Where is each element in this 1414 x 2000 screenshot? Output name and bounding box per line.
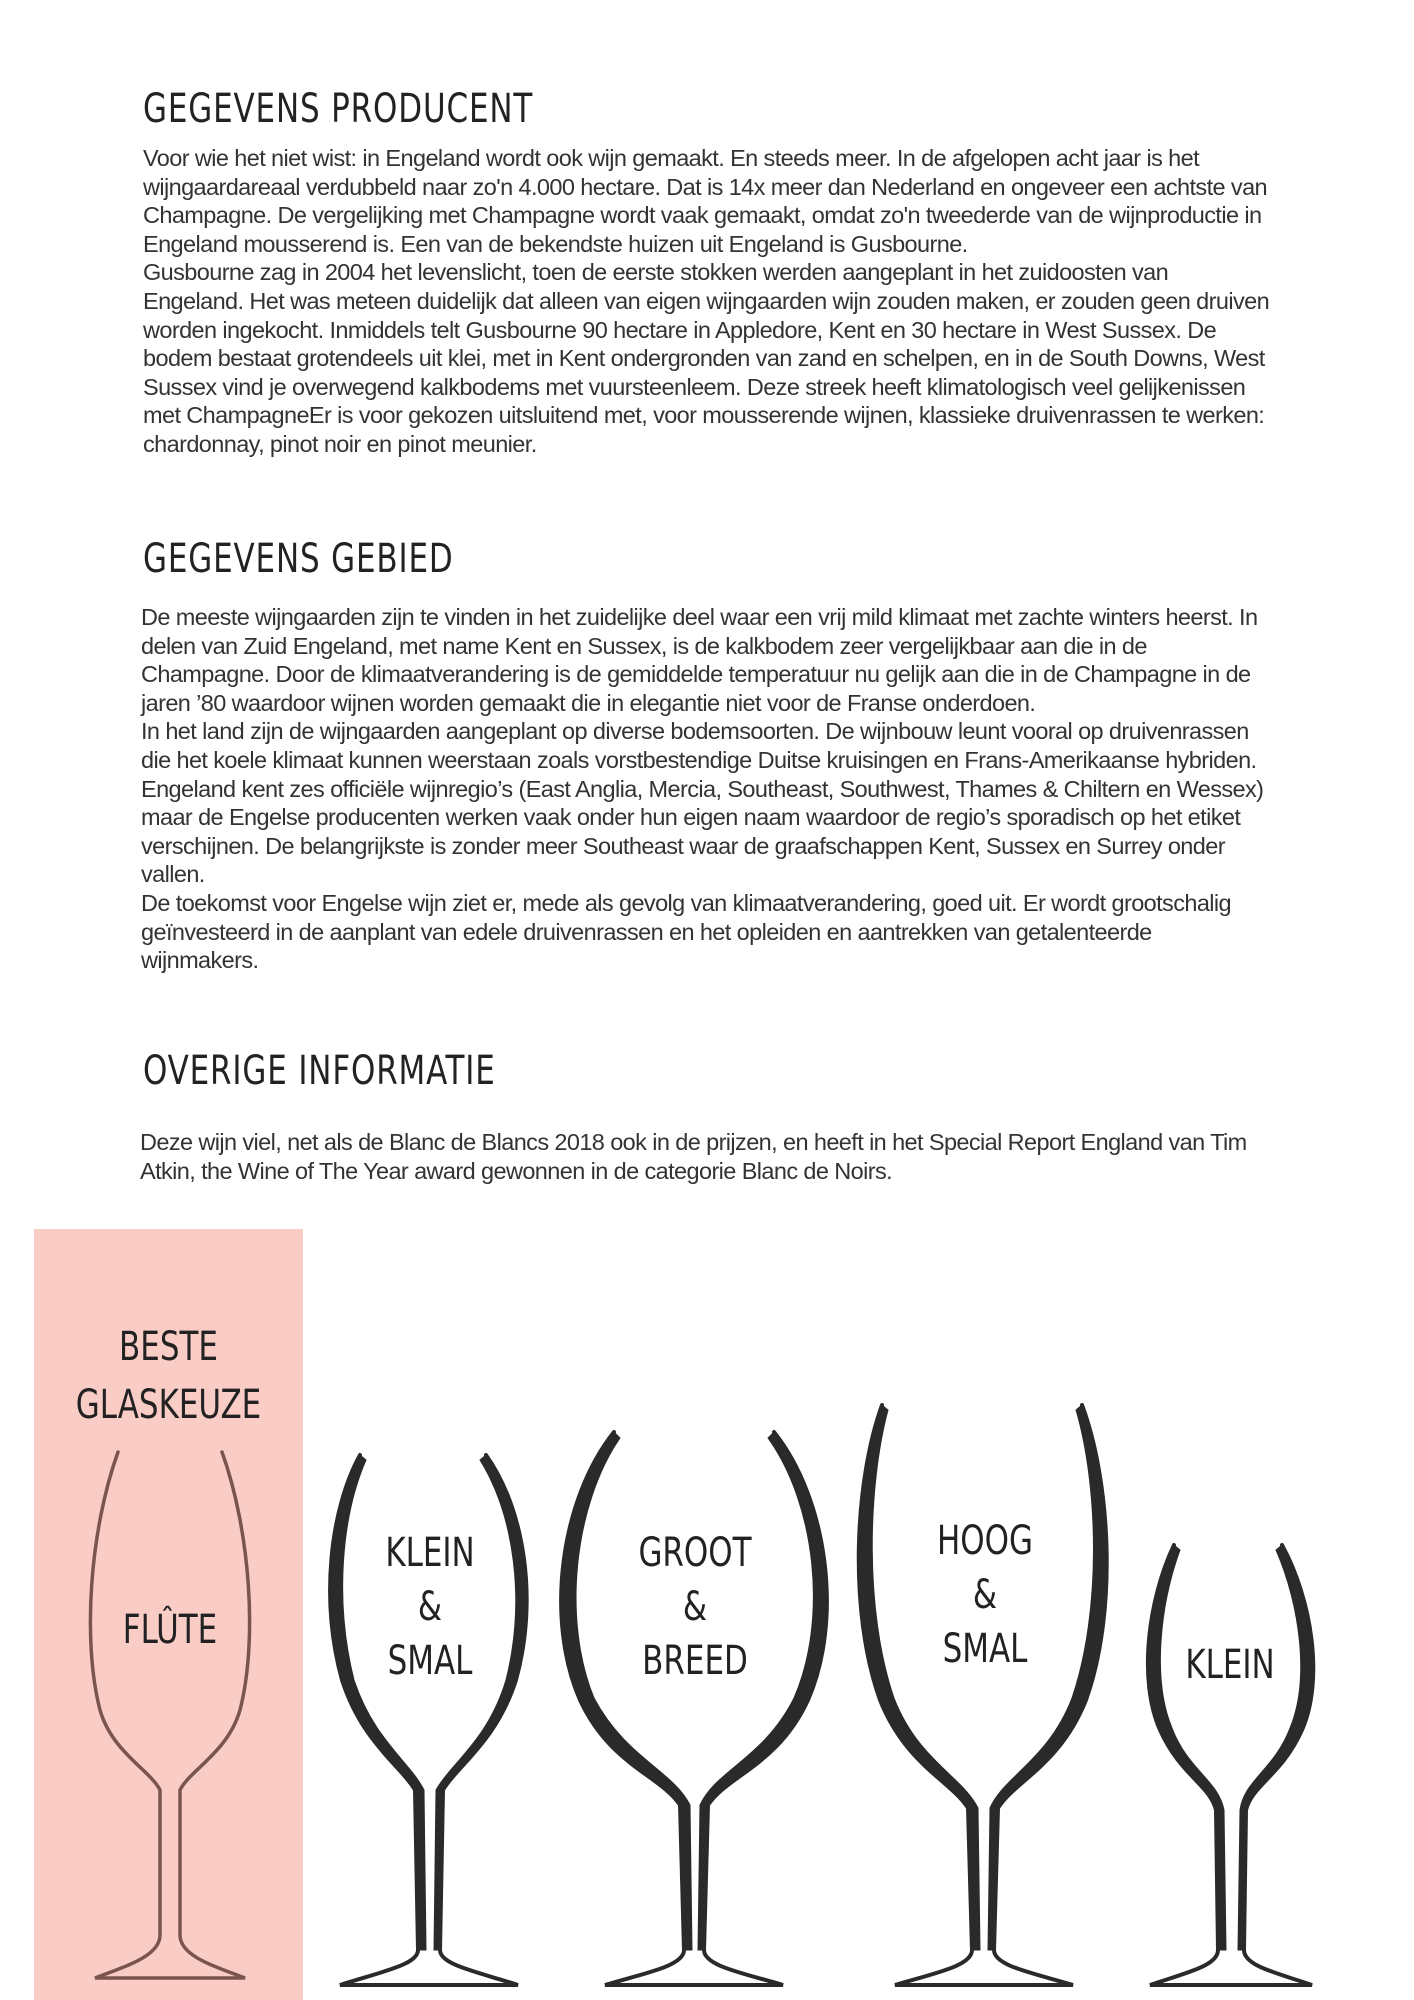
region-heading: GEGEVENS GEBIED bbox=[143, 536, 454, 582]
glass-label-small-narrow: KLEIN & SMAL bbox=[385, 1530, 475, 1684]
producer-heading: GEGEVENS PRODUCENT bbox=[143, 86, 534, 132]
small-glass-icon bbox=[1148, 1545, 1313, 1985]
tall-narrow-glass-icon bbox=[859, 1405, 1107, 1985]
glass-label-large-wide: GROOT & BREED bbox=[638, 1530, 752, 1684]
flute-glass-icon bbox=[90, 1452, 249, 1978]
large-wide-glass-icon bbox=[561, 1432, 827, 1985]
glass-label-small: KLEIN bbox=[1185, 1642, 1275, 1688]
other-info-paragraph: Deze wijn viel, net als de Blanc de Blancs 2018 ook in de prijzen, en heeft in het Special Report England van Tim Atkin, the Wine of The Year award gewonnen in de categorie Blanc de Noirs. bbox=[140, 1129, 1247, 1184]
region-paragraph-3: De toekomst voor Engelse wijn ziet er, mede als gevolg van klimaatverandering, goed uit. Er wordt grootschalig geïnvesteerd in de aanplant van edele druivenrassen en het opleiden en aantrekken van getalenteerde wijnmakers. bbox=[141, 889, 1232, 974]
producer-paragraph-2: Gusbourne zag in 2004 het levenslicht, toen de eerste stokken werden aangeplant in het zuidoosten van Engeland. Het was meteen duidelijk dat alleen van eigen wijngaarden wijn zouden maken, er zouden geen druiven worden ingekocht. Inmiddels telt Gusbourne 90 hectare in Appledore, Kent en 30 hectare in West Sussex. De bodem bestaat grotendeels uit klei, met in Kent ondergronden van zand en schelpen, en in de South Downs, West Sussex vind je overwegend kalkbodems met vuursteenleem. Deze streek heeft klimatologisch veel gelijkenissen met ChampagneEr is voor gekozen uitsluitend met, voor mousserende wijnen, klassieke druivenrassen te werken: chardonnay, pinot noir en pinot meunier. bbox=[143, 259, 1270, 457]
glass-label-tall-narrow: HOOG & SMAL bbox=[937, 1518, 1033, 1672]
best-glass-choice-label: BESTE GLASKEUZE bbox=[75, 1324, 262, 1428]
glass-label-flute: FLÛTE bbox=[122, 1607, 218, 1653]
region-paragraph-1: De meeste wijngaarden zijn te vinden in het zuidelijke deel waar een vrij mild klimaat met zachte winters heerst. In delen van Zuid Engeland, met name Kent en Sussex, is de kalkbodem zeer vergelijkbaar aan die in de Champagne. Door de klimaatverandering is de gemiddelde temperatuur nu gelijk aan die in de Champagne in de jaren ’80 waardoor wijnen worden gemaakt die in elegantie niet voor de Franse onderdoen. bbox=[141, 604, 1258, 716]
region-paragraph-2: In het land zijn de wijngaarden aangeplant op diverse bodemsoorten. De wijnbouw leunt vooral op druivenrassen die het koele klimaat kunnen weerstaan zoals vorstbestendige Duitse kruisingen en Frans-Amerikaanse hybriden. Engeland kent zes officiële wijnregio’s (East Anglia, Mercia, Southeast, Southwest, Thames & Chiltern en Wessex) maar de Engelse producenten werken vaak onder hun eigen naam waardoor de regio’s sporadisch op het etiket verschijnen. De belangrijkste is zonder meer Southeast waar de graafschappen Kent, Sussex en Surrey onder vallen. bbox=[141, 718, 1264, 888]
other-info-heading: OVERIGE INFORMATIE bbox=[143, 1048, 496, 1094]
producer-paragraph-1: Voor wie het niet wist: in Engeland wordt ook wijn gemaakt. En steeds meer. In de afgelopen acht jaar is het wijngaardareaal verdubbeld naar zo'n 4.000 hectare. Dat is 14x meer dan Nederland en ongeveer een achtste van Champagne. De vergelijking met Champagne wordt vaak gemaakt, omdat zo'n tweederde van de wijnproductie in Engeland mousserend is. Een van de bekendste huizen uit Engeland is Gusbourne. bbox=[143, 145, 1268, 257]
